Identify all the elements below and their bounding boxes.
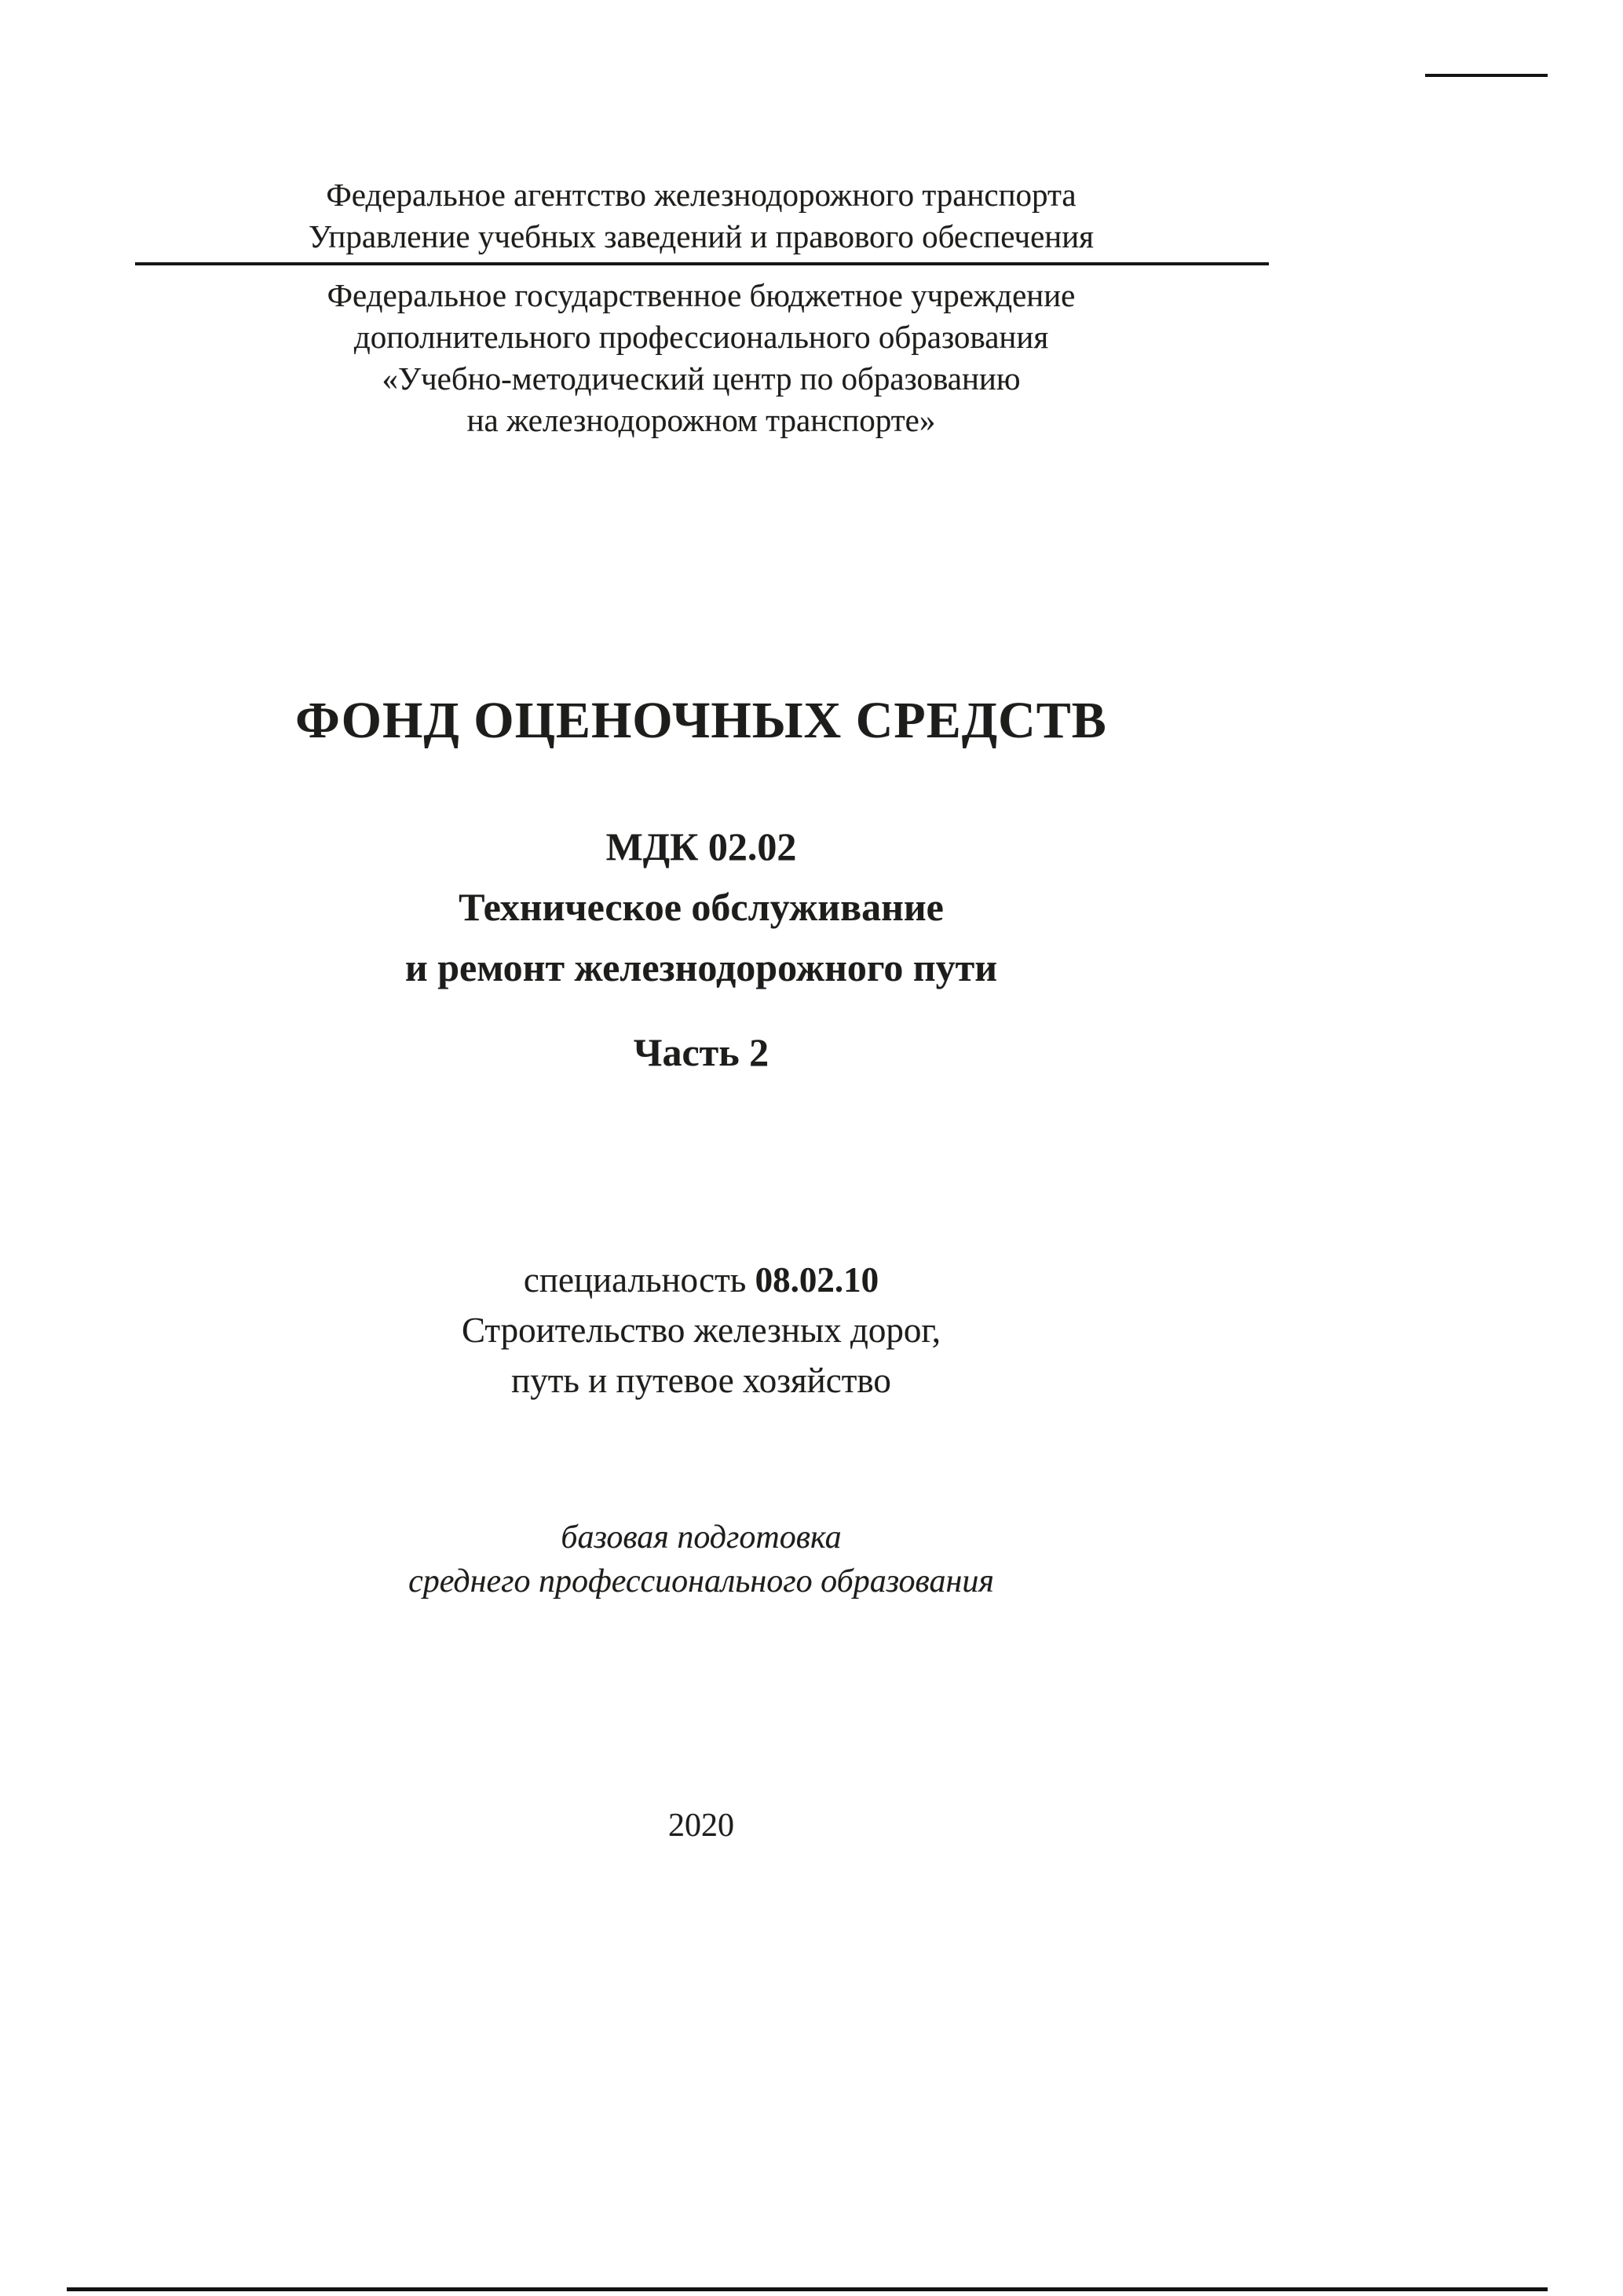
training-line-1: базовая подготовка	[561, 1519, 842, 1556]
header-department-line: Управление учебных заведений и правового обеспечения	[308, 218, 1095, 254]
institution-line-1: Федеральное государственное бюджетное учреждение	[327, 277, 1076, 313]
specialty-name-line-1: Строительство железных дорог,	[462, 1311, 941, 1350]
publication-year: 2020	[668, 1808, 734, 1844]
document-subtitle	[0, 817, 1402, 998]
bottom-border-line	[67, 2287, 1548, 2291]
subject-line-1: Техническое обслуживание	[459, 885, 944, 929]
top-right-mark-line	[1425, 74, 1548, 77]
institution-name	[0, 275, 1402, 441]
course-code: МДК 02.02	[605, 824, 797, 868]
specialty-section	[0, 1255, 1402, 1406]
subject-line-2: и ремонт железнодорожного пути	[404, 945, 998, 989]
header-agency-line: Федеральное агентство железнодорожного транспорта	[326, 177, 1077, 213]
header-organization	[0, 174, 1402, 258]
specialty-line	[0, 1255, 1402, 1305]
document-title: ФОНД ОЦЕНОЧНЫХ СРЕДСТВ	[295, 692, 1107, 749]
training-level-section	[0, 1515, 1402, 1603]
part-label: Часть 2	[633, 1030, 769, 1074]
specialty-code: 08.02.10	[755, 1260, 879, 1300]
institution-line-4: на железнодорожном транспорте»	[466, 402, 936, 438]
institution-line-2: дополнительного профессионального образования	[353, 319, 1049, 355]
specialty-name-line-2: путь и путевое хозяйство	[511, 1361, 891, 1400]
header-divider-line	[135, 262, 1269, 265]
specialty-label: специальность	[523, 1260, 747, 1300]
training-line-2: среднего профессионального образования	[408, 1563, 994, 1600]
institution-line-3: «Учебно-методический центр по образованию	[382, 360, 1021, 397]
